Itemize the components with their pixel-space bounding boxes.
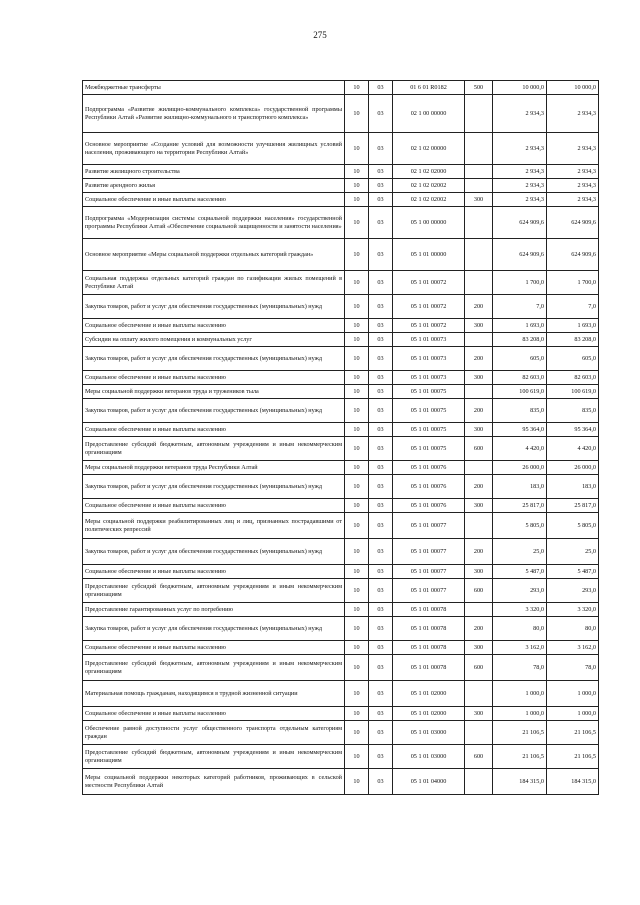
table-row [83, 371, 599, 385]
row-amount-year-1: 25,0 [493, 539, 547, 565]
row-name: Материальная помощь гражданам, находящимся в трудной жизненной ситуации [83, 681, 345, 707]
row-amount-year-2: 4 420,0 [547, 437, 599, 461]
row-amount-year-2: 95 364,0 [547, 423, 599, 437]
row-amount-year-2: 7,0 [547, 295, 599, 319]
row-subsection: 03 [369, 579, 393, 603]
row-amount-year-1: 10 000,0 [493, 81, 547, 95]
row-name: Социальная поддержка отдельных категорий граждан по газификации жилых помещений в Республике Алтай [83, 271, 345, 295]
row-amount-year-2: 10 000,0 [547, 81, 599, 95]
table-row [83, 513, 599, 539]
row-section: 10 [345, 319, 369, 333]
row-name: Меры социальной поддержки некоторых категорий работников, проживающих в сельской местности Республики Алтай [83, 769, 345, 795]
row-section: 10 [345, 179, 369, 193]
row-name: Закупка товаров, работ и услуг для обеспечения государственных (муниципальных) нужд [83, 295, 345, 319]
row-section: 10 [345, 239, 369, 271]
row-amount-year-1: 7,0 [493, 295, 547, 319]
row-amount-year-1: 1 693,0 [493, 319, 547, 333]
row-expense-type: 200 [465, 347, 493, 371]
row-name: Закупка товаров, работ и услуг для обеспечения государственных (муниципальных) нужд [83, 539, 345, 565]
row-amount-year-2: 624 909,6 [547, 207, 599, 239]
row-subsection: 03 [369, 347, 393, 371]
row-amount-year-2: 835,0 [547, 399, 599, 423]
row-target-article: 05 1 01 00073 [393, 347, 465, 371]
table-row [83, 475, 599, 499]
row-amount-year-2: 5 487,0 [547, 565, 599, 579]
row-name: Межбюджетные трансферты [83, 81, 345, 95]
row-amount-year-1: 624 909,6 [493, 239, 547, 271]
row-amount-year-2: 1 000,0 [547, 681, 599, 707]
row-target-article: 05 1 01 02000 [393, 707, 465, 721]
row-amount-year-1: 3 162,0 [493, 641, 547, 655]
row-subsection: 03 [369, 655, 393, 681]
row-name: Социальное обеспечение и иные выплаты населению [83, 499, 345, 513]
row-amount-year-1: 5 805,0 [493, 513, 547, 539]
row-section: 10 [345, 579, 369, 603]
row-target-article: 01 6 01 R0182 [393, 81, 465, 95]
row-section: 10 [345, 423, 369, 437]
row-amount-year-1: 184 315,0 [493, 769, 547, 795]
row-amount-year-2: 3 320,0 [547, 603, 599, 617]
row-subsection: 03 [369, 333, 393, 347]
row-target-article: 05 1 01 00072 [393, 295, 465, 319]
row-amount-year-1: 95 364,0 [493, 423, 547, 437]
row-section: 10 [345, 437, 369, 461]
row-target-article: 05 1 01 00072 [393, 319, 465, 333]
row-subsection: 03 [369, 499, 393, 513]
row-amount-year-2: 25 817,0 [547, 499, 599, 513]
table-row [83, 239, 599, 271]
row-expense-type: 200 [465, 617, 493, 641]
row-name: Обеспечение равной доступности услуг общественного транспорта отдельным категориям граждан [83, 721, 345, 745]
table-row [83, 165, 599, 179]
row-expense-type: 600 [465, 437, 493, 461]
row-subsection: 03 [369, 371, 393, 385]
row-amount-year-1: 3 320,0 [493, 603, 547, 617]
table-row [83, 271, 599, 295]
table-row [83, 603, 599, 617]
row-amount-year-2: 2 934,3 [547, 193, 599, 207]
row-amount-year-2: 26 000,0 [547, 461, 599, 475]
row-target-article: 05 1 01 02000 [393, 681, 465, 707]
row-section: 10 [345, 461, 369, 475]
row-name: Закупка товаров, работ и услуг для обеспечения государственных (муниципальных) нужд [83, 617, 345, 641]
row-section: 10 [345, 295, 369, 319]
row-target-article: 05 1 01 00075 [393, 385, 465, 399]
row-amount-year-1: 835,0 [493, 399, 547, 423]
row-amount-year-1: 2 934,3 [493, 133, 547, 165]
row-expense-type [465, 95, 493, 133]
row-amount-year-1: 183,0 [493, 475, 547, 499]
row-name: Предоставление гарантированных услуг по погребению [83, 603, 345, 617]
row-target-article: 05 1 01 00076 [393, 461, 465, 475]
table-row [83, 617, 599, 641]
budget-table [82, 80, 599, 795]
row-section: 10 [345, 565, 369, 579]
page-number: 275 [313, 30, 327, 40]
row-amount-year-1: 25 817,0 [493, 499, 547, 513]
row-subsection: 03 [369, 271, 393, 295]
table-row [83, 769, 599, 795]
row-expense-type: 300 [465, 371, 493, 385]
row-target-article: 05 1 01 00073 [393, 371, 465, 385]
row-subsection: 03 [369, 179, 393, 193]
row-name: Предоставление субсидий бюджетным, автономным учреждениям и иным некоммерческим организациям [83, 745, 345, 769]
row-name: Предоставление субсидий бюджетным, автономным учреждениям и иным некоммерческим организациям [83, 655, 345, 681]
row-name: Развитие арендного жилья [83, 179, 345, 193]
row-amount-year-1: 4 420,0 [493, 437, 547, 461]
table-row [83, 179, 599, 193]
row-name: Социальное обеспечение и иные выплаты населению [83, 319, 345, 333]
row-target-article: 05 1 00 00000 [393, 207, 465, 239]
row-name: Предоставление субсидий бюджетным, автономным учреждениям и иным некоммерческим организациям [83, 437, 345, 461]
row-name: Развитие жилищного строительства [83, 165, 345, 179]
row-target-article: 02 1 02 02002 [393, 193, 465, 207]
row-amount-year-2: 605,0 [547, 347, 599, 371]
row-amount-year-1: 2 934,3 [493, 193, 547, 207]
row-expense-type: 600 [465, 655, 493, 681]
row-section: 10 [345, 347, 369, 371]
table-row [83, 193, 599, 207]
row-amount-year-2: 1 000,0 [547, 707, 599, 721]
row-amount-year-2: 2 934,3 [547, 165, 599, 179]
row-section: 10 [345, 133, 369, 165]
row-amount-year-2: 2 934,3 [547, 133, 599, 165]
row-amount-year-2: 1 693,0 [547, 319, 599, 333]
row-expense-type: 300 [465, 641, 493, 655]
row-expense-type [465, 271, 493, 295]
row-subsection: 03 [369, 707, 393, 721]
table-row [83, 437, 599, 461]
table-row [83, 319, 599, 333]
row-section: 10 [345, 399, 369, 423]
row-name: Закупка товаров, работ и услуг для обеспечения государственных (муниципальных) нужд [83, 475, 345, 499]
row-section: 10 [345, 681, 369, 707]
row-expense-type [465, 133, 493, 165]
row-name: Социальное обеспечение и иные выплаты населению [83, 193, 345, 207]
row-subsection: 03 [369, 95, 393, 133]
table-row [83, 423, 599, 437]
row-amount-year-2: 25,0 [547, 539, 599, 565]
row-name: Меры социальной поддержки ветеранов труда и тружеников тыла [83, 385, 345, 399]
row-subsection: 03 [369, 423, 393, 437]
table-row [83, 95, 599, 133]
row-target-article: 05 1 01 00078 [393, 641, 465, 655]
row-subsection: 03 [369, 721, 393, 745]
row-amount-year-2: 100 619,0 [547, 385, 599, 399]
row-amount-year-2: 82 603,0 [547, 371, 599, 385]
row-section: 10 [345, 271, 369, 295]
row-subsection: 03 [369, 475, 393, 499]
row-name: Основное мероприятие «Меры социальной поддержки отдельных категорий граждан» [83, 239, 345, 271]
row-target-article: 05 1 01 00073 [393, 333, 465, 347]
row-target-article: 05 1 01 00076 [393, 499, 465, 513]
row-target-article: 05 1 01 00077 [393, 539, 465, 565]
row-target-article: 02 1 02 00000 [393, 133, 465, 165]
row-subsection: 03 [369, 437, 393, 461]
row-name: Социальное обеспечение и иные выплаты населению [83, 707, 345, 721]
row-name: Социальное обеспечение и иные выплаты населению [83, 641, 345, 655]
row-section: 10 [345, 603, 369, 617]
row-amount-year-2: 21 106,5 [547, 745, 599, 769]
row-target-article: 05 1 01 00000 [393, 239, 465, 271]
row-subsection: 03 [369, 461, 393, 475]
row-name: Подпрограмма «Модернизация системы социальной поддержки населения» государственной программы Республики Алтай «Обеспечение социальной защищенности и занятости населения» [83, 207, 345, 239]
row-section: 10 [345, 371, 369, 385]
row-expense-type: 600 [465, 745, 493, 769]
row-amount-year-1: 21 106,5 [493, 721, 547, 745]
row-expense-type: 300 [465, 319, 493, 333]
row-expense-type [465, 179, 493, 193]
row-amount-year-2: 2 934,3 [547, 179, 599, 193]
row-section: 10 [345, 707, 369, 721]
row-expense-type: 300 [465, 423, 493, 437]
row-expense-type [465, 681, 493, 707]
row-expense-type [465, 333, 493, 347]
row-amount-year-2: 80,0 [547, 617, 599, 641]
row-amount-year-2: 183,0 [547, 475, 599, 499]
row-section: 10 [345, 333, 369, 347]
row-amount-year-1: 293,0 [493, 579, 547, 603]
row-name: Меры социальной поддержки реабилитированных лиц и лиц, признанных пострадавшими от политических репрессий [83, 513, 345, 539]
row-target-article: 05 1 01 00075 [393, 399, 465, 423]
row-amount-year-1: 5 487,0 [493, 565, 547, 579]
table-row [83, 81, 599, 95]
row-subsection: 03 [369, 133, 393, 165]
row-section: 10 [345, 721, 369, 745]
row-subsection: 03 [369, 207, 393, 239]
row-expense-type: 300 [465, 565, 493, 579]
row-amount-year-1: 605,0 [493, 347, 547, 371]
row-amount-year-2: 78,0 [547, 655, 599, 681]
row-subsection: 03 [369, 769, 393, 795]
row-amount-year-1: 1 700,0 [493, 271, 547, 295]
row-target-article: 05 1 01 00078 [393, 617, 465, 641]
row-subsection: 03 [369, 165, 393, 179]
row-expense-type [465, 385, 493, 399]
row-expense-type [465, 207, 493, 239]
row-subsection: 03 [369, 319, 393, 333]
row-expense-type: 300 [465, 193, 493, 207]
table-row [83, 333, 599, 347]
table-row [83, 539, 599, 565]
row-amount-year-2: 83 208,0 [547, 333, 599, 347]
row-section: 10 [345, 165, 369, 179]
row-amount-year-2: 21 106,5 [547, 721, 599, 745]
row-expense-type [465, 239, 493, 271]
row-section: 10 [345, 81, 369, 95]
row-target-article: 05 1 01 00075 [393, 437, 465, 461]
row-section: 10 [345, 95, 369, 133]
row-subsection: 03 [369, 745, 393, 769]
row-subsection: 03 [369, 513, 393, 539]
row-subsection: 03 [369, 81, 393, 95]
row-amount-year-2: 5 805,0 [547, 513, 599, 539]
row-amount-year-1: 1 000,0 [493, 681, 547, 707]
row-target-article: 05 1 01 00078 [393, 603, 465, 617]
table-row [83, 499, 599, 513]
row-section: 10 [345, 513, 369, 539]
row-amount-year-1: 100 619,0 [493, 385, 547, 399]
row-amount-year-2: 2 934,3 [547, 95, 599, 133]
row-name: Социальное обеспечение и иные выплаты населению [83, 423, 345, 437]
row-target-article: 05 1 01 03000 [393, 745, 465, 769]
row-target-article: 05 1 01 00072 [393, 271, 465, 295]
row-subsection: 03 [369, 539, 393, 565]
row-subsection: 03 [369, 295, 393, 319]
row-section: 10 [345, 475, 369, 499]
row-expense-type: 200 [465, 399, 493, 423]
row-section: 10 [345, 617, 369, 641]
row-subsection: 03 [369, 603, 393, 617]
row-subsection: 03 [369, 641, 393, 655]
row-subsection: 03 [369, 193, 393, 207]
row-section: 10 [345, 207, 369, 239]
table-row [83, 579, 599, 603]
row-name: Социальное обеспечение и иные выплаты населению [83, 371, 345, 385]
row-name: Подпрограмма «Развитие жилищно-коммунального комплекса» государственной программы Республики Алтай «Развитие жилищно-коммунального и транспортного комплекса» [83, 95, 345, 133]
row-expense-type [465, 513, 493, 539]
row-amount-year-1: 78,0 [493, 655, 547, 681]
table-row [83, 461, 599, 475]
row-subsection: 03 [369, 565, 393, 579]
row-target-article: 05 1 01 00076 [393, 475, 465, 499]
table-row [83, 641, 599, 655]
table-row [83, 347, 599, 371]
row-expense-type [465, 603, 493, 617]
row-expense-type: 500 [465, 81, 493, 95]
table-row [83, 399, 599, 423]
row-name: Закупка товаров, работ и услуг для обеспечения государственных (муниципальных) нужд [83, 399, 345, 423]
row-name: Основное мероприятие «Создание условий для возможности улучшения жилищных условий населения, проживающего на территории Республики Алтай» [83, 133, 345, 165]
table-row [83, 681, 599, 707]
table-row [83, 133, 599, 165]
row-amount-year-2: 293,0 [547, 579, 599, 603]
row-expense-type [465, 165, 493, 179]
row-section: 10 [345, 745, 369, 769]
row-name: Закупка товаров, работ и услуг для обеспечения государственных (муниципальных) нужд [83, 347, 345, 371]
row-subsection: 03 [369, 617, 393, 641]
row-expense-type: 200 [465, 539, 493, 565]
row-amount-year-2: 1 700,0 [547, 271, 599, 295]
row-amount-year-1: 1 000,0 [493, 707, 547, 721]
row-target-article: 02 1 00 00000 [393, 95, 465, 133]
row-expense-type [465, 461, 493, 475]
row-name: Социальное обеспечение и иные выплаты населению [83, 565, 345, 579]
table-row [83, 707, 599, 721]
row-amount-year-2: 184 315,0 [547, 769, 599, 795]
row-section: 10 [345, 655, 369, 681]
table-row [83, 565, 599, 579]
row-amount-year-1: 2 934,3 [493, 179, 547, 193]
row-section: 10 [345, 385, 369, 399]
row-expense-type [465, 721, 493, 745]
row-amount-year-1: 26 000,0 [493, 461, 547, 475]
row-amount-year-2: 624 909,6 [547, 239, 599, 271]
row-amount-year-1: 21 106,5 [493, 745, 547, 769]
row-subsection: 03 [369, 239, 393, 271]
row-subsection: 03 [369, 399, 393, 423]
row-target-article: 02 1 02 02000 [393, 165, 465, 179]
row-amount-year-1: 2 934,3 [493, 165, 547, 179]
row-amount-year-2: 3 162,0 [547, 641, 599, 655]
row-target-article: 05 1 01 04000 [393, 769, 465, 795]
row-amount-year-1: 2 934,3 [493, 95, 547, 133]
row-section: 10 [345, 499, 369, 513]
row-target-article: 05 1 01 03000 [393, 721, 465, 745]
table-row [83, 207, 599, 239]
row-subsection: 03 [369, 385, 393, 399]
row-target-article: 05 1 01 00077 [393, 513, 465, 539]
row-target-article: 02 1 02 02002 [393, 179, 465, 193]
row-section: 10 [345, 539, 369, 565]
row-name: Предоставление субсидий бюджетным, автономным учреждениям и иным некоммерческим организациям [83, 579, 345, 603]
row-amount-year-1: 624 909,6 [493, 207, 547, 239]
row-expense-type [465, 769, 493, 795]
row-amount-year-1: 83 208,0 [493, 333, 547, 347]
table-row [83, 385, 599, 399]
row-amount-year-1: 82 603,0 [493, 371, 547, 385]
row-target-article: 05 1 01 00077 [393, 565, 465, 579]
row-section: 10 [345, 641, 369, 655]
row-name: Меры социальной поддержки ветеранов труда Республики Алтай [83, 461, 345, 475]
row-target-article: 05 1 01 00075 [393, 423, 465, 437]
row-section: 10 [345, 769, 369, 795]
row-expense-type: 200 [465, 475, 493, 499]
row-section: 10 [345, 193, 369, 207]
table-row [83, 745, 599, 769]
row-name: Субсидии на оплату жилого помещения и коммунальных услуг [83, 333, 345, 347]
row-target-article: 05 1 01 00078 [393, 655, 465, 681]
row-target-article: 05 1 01 00077 [393, 579, 465, 603]
row-expense-type: 300 [465, 707, 493, 721]
row-amount-year-1: 80,0 [493, 617, 547, 641]
row-subsection: 03 [369, 681, 393, 707]
table-row [83, 721, 599, 745]
row-expense-type: 600 [465, 579, 493, 603]
row-expense-type: 200 [465, 295, 493, 319]
table-row [83, 655, 599, 681]
table-row [83, 295, 599, 319]
row-expense-type: 300 [465, 499, 493, 513]
